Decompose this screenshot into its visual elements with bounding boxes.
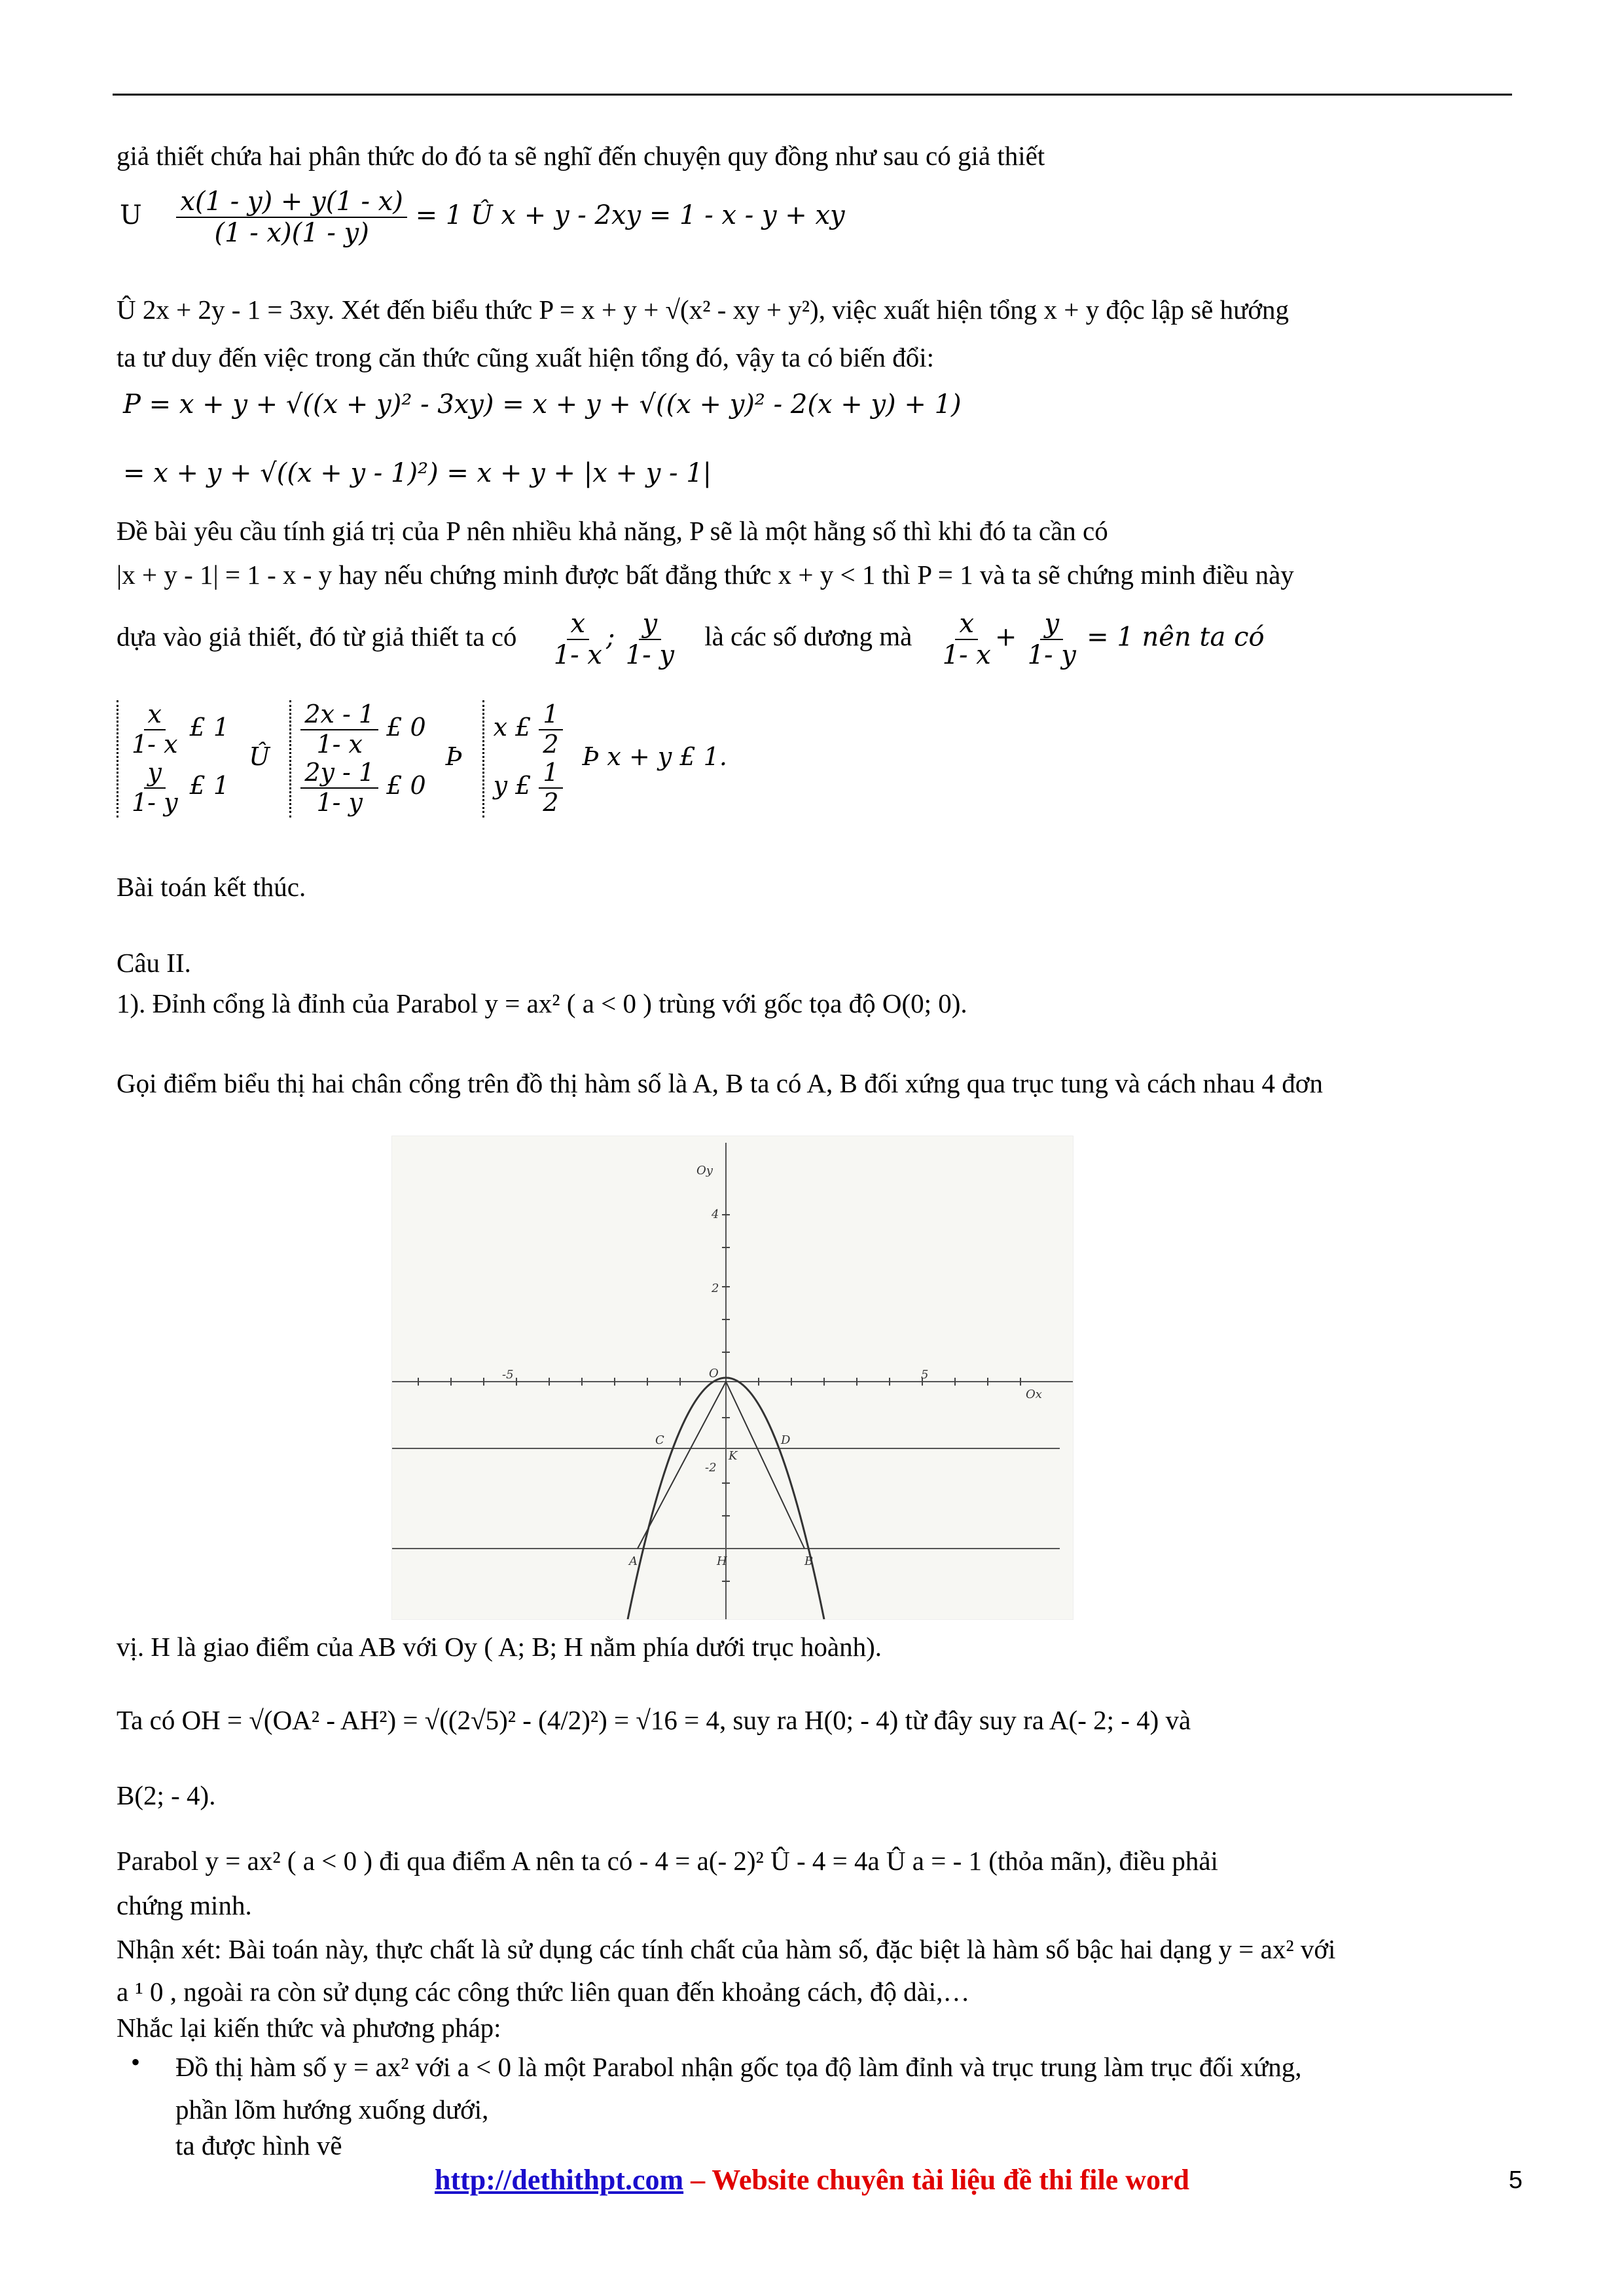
le-one: £ 1	[189, 713, 230, 742]
equation-2: P = x + y + √((x + y)² - 3xy) = x + y + √((x + y)² - 2(x + y) + 1)	[123, 389, 962, 420]
para6-text-c: = 1 nên ta có	[1087, 622, 1265, 653]
note-3: Nhắc lại kiến thức và phương pháp:	[117, 2013, 501, 2043]
parabola-graph	[392, 1136, 1073, 1619]
question-1: 1). Đỉnh cổng là đỉnh của Parabol y = ax² ( a < 0 ) trùng với gốc tọa độ O(0; 0).	[117, 988, 967, 1018]
bullet-1-c: ta được hình vẽ	[175, 2130, 342, 2161]
header-rule	[113, 94, 1512, 96]
frac-num: 2x - 1	[300, 700, 378, 730]
paragraph-1: giả thiết chứa hai phân thức do đó ta sẽ nghĩ đến chuyện quy đồng như sau có giả thiết	[117, 141, 1045, 171]
conclusion: Bài toán kết thúc.	[117, 872, 306, 902]
frac-den: 1- y	[132, 788, 178, 817]
label-tick-4: 4	[712, 1208, 719, 1221]
bullet-1: Đồ thị hàm số y = ax² với a < 0 là một Parabol nhận gốc tọa độ làm đỉnh và trục trung làm trục đối xứng,	[175, 2052, 1302, 2082]
question-1-d: Ta có OH = √(OA² - AH²) = √((2√5)² - (4/2)²) = √16 = 4, suy ra H(0; - 4) từ đây suy ra A(- 2; - 4) và	[117, 1705, 1191, 1735]
frac-num: y	[1040, 609, 1063, 640]
frac-num: 1	[539, 759, 562, 789]
frac-num: 1	[539, 700, 562, 730]
question-1-f: Parabol y = ax² ( a < 0 ) đi qua điểm A nên ta có - 4 = a(- 2)² Û - 4 = 4a Û a = - 1 (thỏa mãn), điều phải	[117, 1846, 1218, 1876]
label-tick-2: 2	[712, 1282, 719, 1295]
frac-num: y	[144, 759, 166, 789]
frac-den: 1- y	[316, 788, 363, 817]
label-point-k: K	[729, 1449, 738, 1463]
frac-den: 1- x	[942, 640, 991, 670]
frac-x-over-1mx	[550, 609, 606, 670]
paragraph-3: ta tư duy đến việc trong căn thức cũng xuất hiện tổng đó, vậy ta có biến đổi:	[117, 342, 935, 372]
question-1-c: vị. H là giao điểm của AB với Oy ( A; B; H nằm phía dưới trục hoành).	[117, 1632, 882, 1662]
label-tick-m5: -5	[502, 1368, 514, 1382]
frac-den: 1- x	[553, 640, 602, 670]
bullet-1-b: phần lõm hướng xuống dưới,	[175, 2094, 489, 2125]
eq1-rest: = 1 Û x + y - 2xy = 1 - x - y + xy	[415, 200, 845, 230]
label-point-b: B	[804, 1554, 814, 1568]
bullet-icon: •	[131, 2047, 141, 2077]
label-origin: O	[709, 1367, 719, 1380]
frac-num: x	[567, 609, 590, 640]
frac-den: 1- y	[1027, 640, 1076, 670]
section-title: Câu II.	[117, 948, 191, 978]
para6-text-a: dựa vào giả thiết, đó từ giả thiết ta có	[117, 621, 517, 652]
question-1-g: chứng minh.	[117, 1890, 252, 1920]
footer	[0, 2163, 1624, 2197]
label-axis-x: Ox	[1026, 1388, 1042, 1401]
eq1-numerator: x(1 - y) + y(1 - x)	[176, 187, 406, 218]
footer-link[interactable]: http://dethithpt.com	[435, 2164, 684, 2196]
question-1-b: Gọi điểm biểu thị hai chân cổng trên đồ thị hàm số là A, B ta có A, B đối xứng qua trục tung và cách nhau 4 đơn	[117, 1068, 1323, 1098]
footer-tagline: – Website chuyên tài liệu đề thi file word	[683, 2164, 1189, 2196]
paragraph-5: |x + y - 1| = 1 - x - y hay nếu chứng minh được bất đẳng thức x + y < 1 thì P = 1 và ta sẽ chứng minh điều này	[117, 560, 1294, 590]
frac-y-over-1my	[622, 609, 678, 670]
le-zero: £ 0	[386, 713, 426, 742]
label-point-d: D	[781, 1433, 791, 1447]
paragraph-6: dựa vào giả thiết, đó từ giả thiết ta có $\frac{x}{1- x}$ ; $\frac{y}{1- y}$ là các số dương mà $\frac{x}{1- x}$ + $\frac{y}{1- y}$ = 1 nên ta có	[117, 609, 1265, 670]
eq1-lead: U	[120, 200, 142, 230]
triangle-oab	[638, 1382, 804, 1549]
frac-num: x	[955, 609, 978, 640]
para6-text-b: là các số dương mà	[704, 621, 912, 652]
label-tick-5: 5	[921, 1368, 929, 1382]
frac-den: 1- x	[316, 729, 363, 759]
system-1	[117, 700, 229, 817]
system-2	[289, 700, 425, 817]
paragraph-2: Û 2x + 2y - 1 = 3xy. Xét đến biểu thức P = x + y + √(x² - xy + y²), việc xuất hiện tổng x + y độc lập sẽ hướng	[117, 295, 1290, 325]
frac-x-over-1mx-2	[939, 609, 995, 670]
label-point-h: H	[717, 1554, 727, 1568]
equation-1	[120, 187, 845, 248]
le-zero: £ 0	[386, 771, 426, 800]
label-tick-m2: -2	[705, 1461, 717, 1475]
inequality-system	[117, 700, 727, 817]
equiv-symbol: Û	[249, 742, 270, 771]
question-1-e: B(2; - 4).	[117, 1780, 216, 1810]
system-3	[482, 700, 563, 817]
frac-num: 2y - 1	[300, 759, 378, 789]
frac-y-over-1my-2	[1024, 609, 1080, 670]
le-one: £ 1	[189, 771, 230, 800]
label-axis-y: Oy	[696, 1164, 713, 1177]
system-result: Þ x + y £ 1.	[582, 742, 727, 771]
implies-symbol: Þ	[445, 742, 463, 771]
note-1: Nhận xét: Bài toán này, thực chất là sử dụng các tính chất của hàm số, đặc biệt là hàm số bậc hai dạng y = ax² với	[117, 1934, 1336, 1964]
equation-3: = x + y + √((x + y - 1)²) = x + y + |x + y - 1|	[123, 458, 712, 488]
frac-den: 1- x	[132, 729, 178, 759]
label-point-c: C	[655, 1433, 664, 1447]
x-le: x £	[493, 713, 532, 742]
label-point-a: A	[629, 1554, 638, 1568]
frac-den: 1- y	[625, 640, 674, 670]
eq1-fraction	[176, 187, 406, 248]
parabola-figure	[391, 1136, 1074, 1620]
page-number: 5	[1508, 2166, 1523, 2194]
y-le: y £	[493, 771, 532, 800]
paragraph-4: Đề bài yêu cầu tính giá trị của P nên nhiều khả năng, P sẽ là một hằng số thì khi đó ta cần có	[117, 516, 1108, 546]
note-2: a ¹ 0 , ngoài ra còn sử dụng các công thức liên quan đến khoảng cách, độ dài,…	[117, 1977, 970, 2007]
frac-den: 2	[543, 788, 559, 817]
frac-num: y	[639, 609, 662, 640]
frac-den: 2	[543, 729, 559, 759]
eq1-denominator: (1 - x)(1 - y)	[214, 218, 369, 248]
frac-num: x	[144, 700, 166, 730]
